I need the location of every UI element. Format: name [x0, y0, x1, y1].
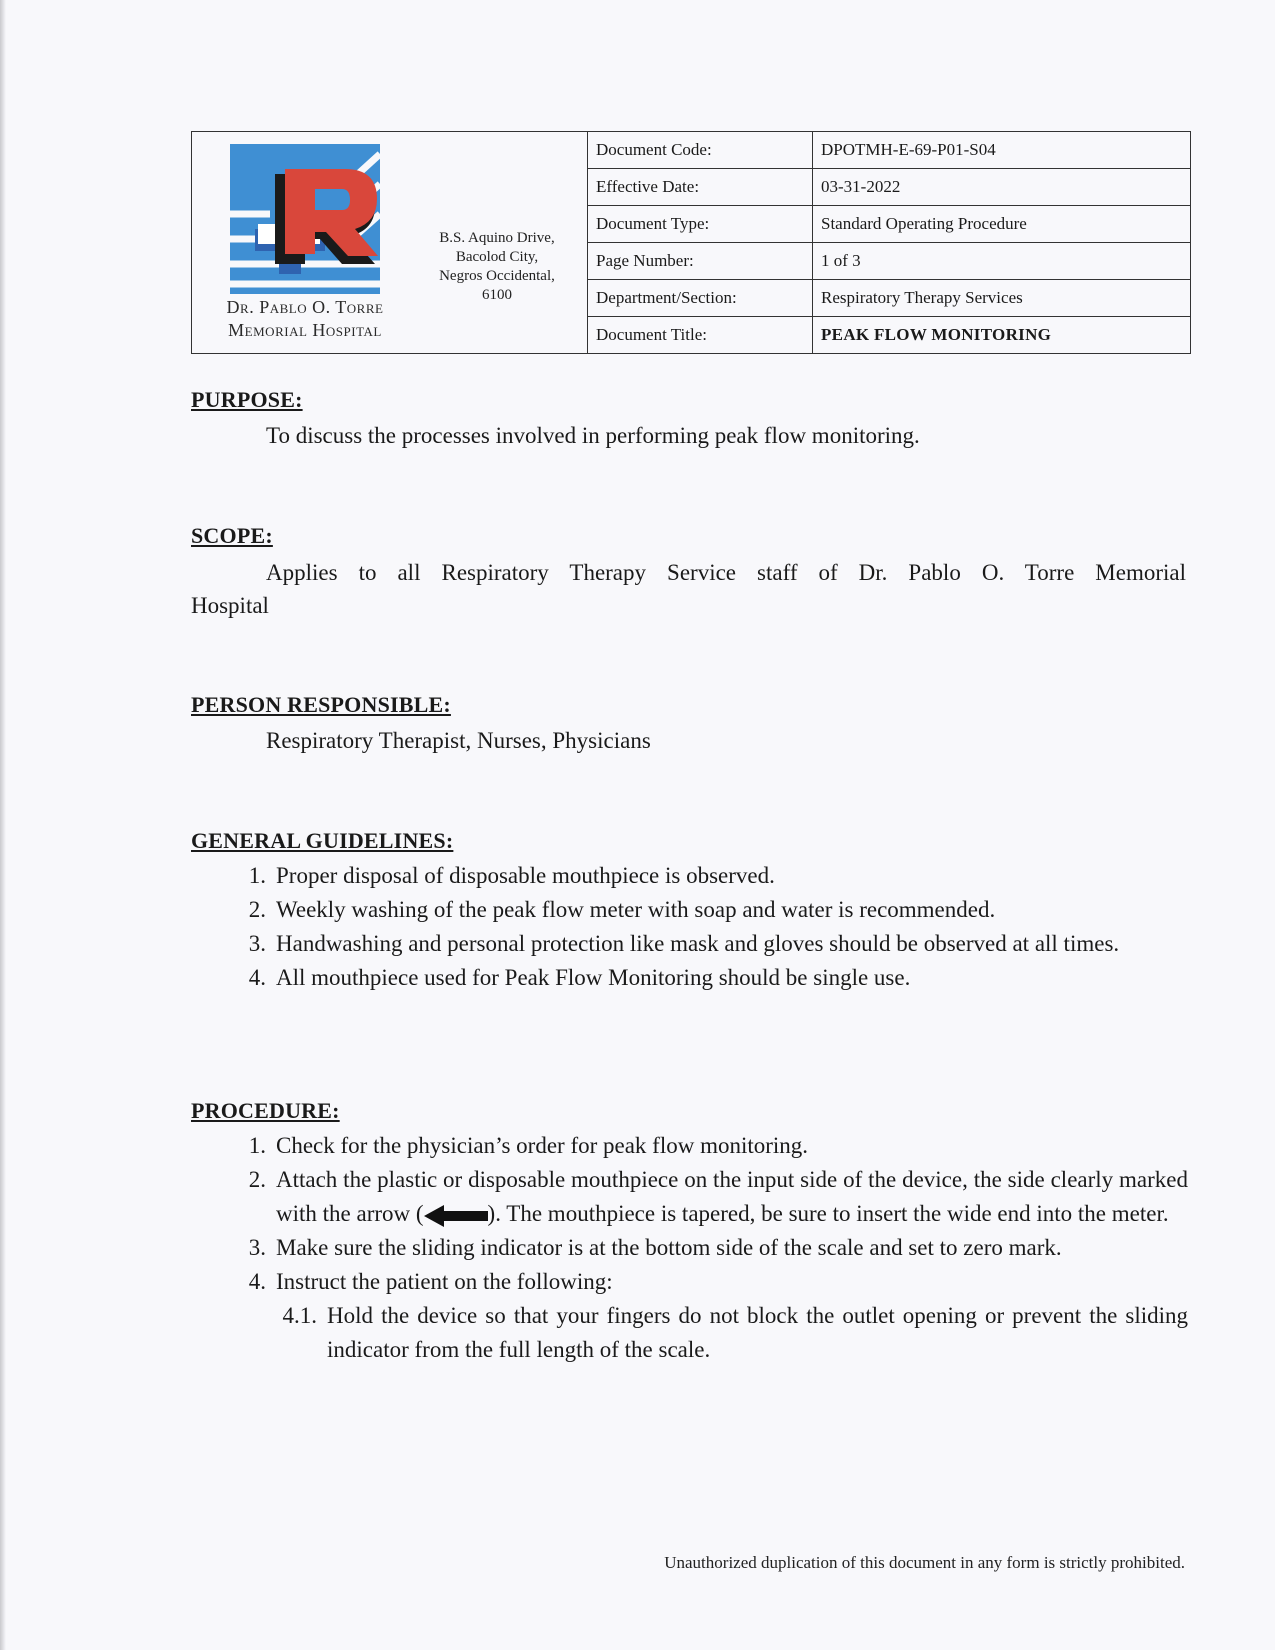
item-number: 2. — [248, 1167, 266, 1192]
general-guidelines-list — [226, 859, 1188, 995]
meta-row-document-title — [588, 317, 1190, 353]
meta-label: Document Code: — [588, 132, 813, 168]
meta-label: Page Number: — [588, 243, 813, 279]
list-item — [226, 893, 1188, 927]
document-header-table — [191, 131, 1191, 354]
item-text — [276, 1163, 1188, 1231]
document-title: PEAK FLOW MONITORING — [821, 325, 1052, 344]
item-text-after: ). The mouthpiece is tapered, be sure to insert the wide end into the meter. — [487, 1201, 1169, 1226]
item-number: 3. — [248, 1235, 266, 1260]
meta-row-effective-date — [588, 169, 1190, 206]
meta-row-department — [588, 280, 1190, 317]
general-guidelines-heading: GENERAL GUIDELINES: — [191, 828, 454, 853]
hospital-logo-cell — [192, 132, 588, 353]
list-item — [226, 1265, 1188, 1299]
document-meta-grid — [588, 132, 1190, 353]
hospital-name-line2: Memorial Hospital — [228, 320, 382, 340]
item-text: Weekly washing of the peak flow meter with soap and water is recommended. — [276, 897, 996, 922]
left-arrow-icon — [424, 1205, 488, 1227]
list-item — [226, 1163, 1188, 1231]
hospital-address — [417, 229, 577, 305]
meta-row-document-code — [588, 132, 1190, 169]
item-text: Proper disposal of disposable mouthpiece is observed. — [276, 863, 775, 888]
address-line: B.S. Aquino Drive, — [439, 230, 555, 246]
item-text: Make sure the sliding indicator is at the bottom side of the scale and set to zero mark. — [276, 1235, 1062, 1260]
item-text: Check for the physician’s order for peak flow monitoring. — [276, 1133, 809, 1158]
list-item — [226, 1231, 1188, 1265]
item-number: 3. — [248, 931, 266, 956]
address-line: 6100 — [482, 287, 512, 303]
item-text-before: Attach the plastic or disposable mouthpiece on the input side of the device, the side clearly marked with the arrow ( — [276, 1167, 1188, 1226]
item-number: 4.1. — [282, 1303, 317, 1328]
address-line: Bacolod City, — [455, 249, 539, 265]
hospital-name-line1: Dr. Pablo O. Torre — [226, 297, 384, 317]
meta-value: Respiratory Therapy Services — [821, 288, 1023, 307]
meta-label: Document Type: — [588, 206, 813, 242]
scope-text-line2: Hospital — [191, 593, 269, 618]
purpose-heading: PURPOSE: — [191, 387, 303, 412]
address-line: Negros Occidental, — [439, 268, 555, 284]
list-item — [226, 859, 1188, 893]
purpose-text: To discuss the processes involved in performing peak flow monitoring. — [266, 423, 920, 448]
person-responsible-heading: PERSON RESPONSIBLE: — [191, 692, 451, 717]
item-number: 4. — [248, 1269, 266, 1294]
list-item — [226, 961, 1188, 995]
meta-label: Effective Date: — [588, 169, 813, 205]
item-text: Handwashing and personal protection like mask and gloves should be observed at all times. — [276, 931, 1120, 956]
person-responsible-text: Respiratory Therapist, Nurses, Physicians — [266, 728, 651, 753]
item-number: 1. — [248, 1133, 266, 1158]
meta-label: Department/Section: — [588, 280, 813, 316]
item-text: Hold the device so that your fingers do not block the outlet opening or prevent the sliding indicator from the full length of the scale. — [327, 1303, 1188, 1362]
item-number: 1. — [248, 863, 266, 888]
scope-heading: SCOPE: — [191, 523, 273, 548]
procedure-list — [226, 1129, 1188, 1367]
meta-row-page-number — [588, 243, 1190, 280]
meta-row-document-type — [588, 206, 1190, 243]
meta-value: Standard Operating Procedure — [821, 214, 1027, 233]
item-number: 4. — [248, 965, 266, 990]
item-text: Instruct the patient on the following: — [276, 1269, 613, 1294]
footer-notice: Unauthorized duplication of this document in any form is strictly prohibited. — [664, 1553, 1185, 1572]
list-item — [226, 1129, 1188, 1163]
hospital-logo-icon — [230, 144, 386, 300]
meta-label: Document Title: — [588, 317, 813, 353]
item-number: 2. — [248, 897, 266, 922]
scope-text-line1: Applies to all Respiratory Therapy Service staff of Dr. Pablo O. Torre Memorial — [266, 560, 1186, 585]
page-edge-shadow — [0, 0, 6, 1650]
procedure-heading: PROCEDURE: — [191, 1098, 340, 1123]
sub-list-item — [226, 1299, 1188, 1367]
list-item — [226, 927, 1188, 961]
meta-value: 03-31-2022 — [821, 177, 901, 196]
hospital-name — [200, 296, 410, 342]
meta-value: 1 of 3 — [821, 251, 861, 270]
meta-value: DPOTMH-E-69-P01-S04 — [821, 140, 996, 159]
item-text: All mouthpiece used for Peak Flow Monitoring should be single use. — [276, 965, 911, 990]
